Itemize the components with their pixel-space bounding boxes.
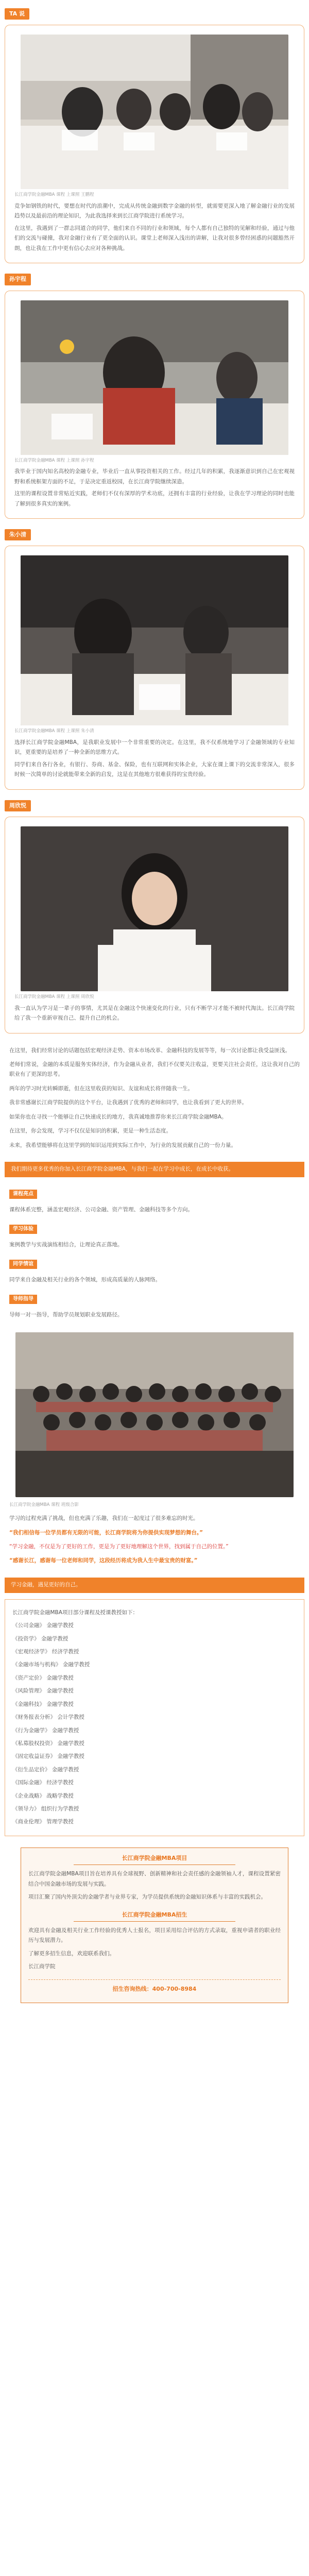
paragraph: 长江商学院金融MBA项目旨在培养具有全球视野、创新精神和社会责任感的金融领袖人才，课程设置紧密结合中国金融市场的发展与实践。	[28, 1871, 281, 1887]
course-list	[5, 1599, 304, 1836]
quote: “我们相信每一位学员都有无限的可能，长江商学院将为你提供实现梦想的舞台。”	[9, 1529, 203, 1536]
paragraph: 案例教学与实战演练相结合，让理论真正落地。	[9, 1242, 123, 1248]
list-item: 《宏观经济学》 经济学教授	[12, 1649, 79, 1655]
list-item: 《行为金融学》 金融学教授	[12, 1727, 79, 1734]
list-item: 《私募股权投资》 金融学教授	[12, 1740, 84, 1747]
paragraph: 选择长江商学院金融MBA，是我职业发展中一个非常重要的决定。在这里，我不仅系统地学习了金融领域的专业知识，更重要的是培养了一种全新的思维方式。	[14, 739, 295, 756]
list-item: 《固定收益证券》 金融学教授	[12, 1753, 84, 1760]
list-item: 《领导力》 组织行为学教授	[12, 1806, 79, 1812]
section-1	[0, 3, 309, 263]
list-item: 《金融科技》 金融学教授	[12, 1701, 74, 1707]
paragraph: 未来，我希望能够将在这里学到的知识运用到实际工作中，为行业的发展贡献自己的一份力量。	[9, 1142, 236, 1148]
classroom-photo	[21, 555, 288, 725]
group-photo	[15, 1332, 294, 1497]
paragraph: 同学来自金融及相关行业的各个领域，形成高质量的人脉网络。	[9, 1277, 161, 1283]
footer-heading: 长江商学院金融MBA招生	[74, 1910, 235, 1922]
paragraph: 了解更多招生信息，欢迎联系我们。	[28, 1950, 115, 1957]
list-item: 《金融市场与机构》 金融学教授	[12, 1662, 90, 1668]
paragraph: 项目汇聚了国内外顶尖的金融学者与业界专家，为学员提供系统的金融知识体系与丰富的实践机会。	[28, 1894, 266, 1901]
paragraph: 如果你也在寻找一个能够让自己快速成长的地方，我真诚地推荐你来长江商学院金融MBA。	[9, 1113, 227, 1120]
paragraph: 竞争如钢铁的时代，要想在时代的浪潮中，完成从传统金融到数字金融的转型，就需要更深入地了解金融行业的发展趋势以及最前沿的理论知识，为此我选择来到长江商学院进行系统学习。	[14, 203, 295, 219]
profile-card	[5, 546, 304, 789]
list-item: 《投资学》 金融学教授	[12, 1635, 68, 1642]
list-intro: 长江商学院金融MBA项目部分课程及授课教授如下：	[12, 1609, 138, 1616]
highlight-list	[0, 1181, 309, 1328]
paragraph: 课程体系完整，涵盖宏观经济、公司金融、资产管理、金融科技等多个方向。	[9, 1207, 193, 1213]
section-3	[0, 524, 309, 790]
paragraph: 学习的过程充满了挑战，但也充满了乐趣，我们在一起度过了很多难忘的时光。	[9, 1515, 199, 1522]
paragraph: 两年的学习时光转瞬即逝，但在这里收获的知识、友谊和成长将伴随我一生。	[9, 1085, 193, 1092]
list-item: 《商业伦理》 管理学教授	[12, 1819, 74, 1825]
photo-caption: 长江商学院金融MBA 课程 上课照 朱小清	[14, 728, 94, 734]
speaker-photo	[21, 826, 288, 991]
list-item: 《企业战略》 战略学教授	[12, 1792, 74, 1799]
paragraph: 在这里，你会发现，学习不仅仅是知识的积累，更是一种生活态度。	[9, 1128, 171, 1134]
list-item: 《财务报表分析》 会计学教授	[12, 1714, 84, 1721]
mini-tag: 同学情谊	[9, 1260, 37, 1269]
paragraph: 在这里，我们经常讨论的话题包括宏观经济走势、资本市场改革、金融科技的发展等等，每一次讨论都让我受益匪浅。	[9, 1047, 290, 1054]
mini-tag: 课程亮点	[9, 1190, 37, 1199]
hotline-link[interactable]: 招生咨询热线：400-700-8984	[28, 1979, 281, 1994]
section-tag: TA 说	[5, 8, 29, 20]
highlight-banner: 学习金融，遇见更好的自己。	[5, 1578, 304, 1593]
list-item: 《国际金融》 经济学教授	[12, 1780, 74, 1786]
list-item: 《公司金融》 金融学教授	[12, 1622, 74, 1629]
quote: “感谢长江，感谢每一位老师和同学，这段经历将成为我人生中最宝贵的财富。”	[9, 1557, 198, 1564]
photo-caption: 长江商学院金融MBA 课程 上课照 周欣悦	[14, 994, 94, 1000]
group-section	[0, 1327, 309, 1573]
section-tag: 周欣悦	[5, 800, 31, 811]
footer-box	[21, 1848, 288, 2003]
highlight-banner: 我们期待更多优秀的你加入长江商学院金融MBA，与我们一起在学习中成长，在成长中收获。	[5, 1162, 304, 1177]
profile-card	[5, 291, 304, 519]
article-body	[0, 1039, 309, 1158]
paragraph: 欢迎具有金融及相关行业工作经验的优秀人士报名，项目采用综合评估的方式录取，重视申请者的职业经历与发展潜力。	[28, 1927, 281, 1944]
section-2	[0, 268, 309, 519]
profile-card	[5, 817, 304, 1033]
quote: “学习金融，不仅是为了更好的工作，更是为了更好地理解这个世界，找到属于自己的位置。”	[9, 1544, 229, 1550]
paragraph: 我非常感谢长江商学院提供的这个平台，让我遇到了优秀的老师和同学，也让我看到了更大的世界。	[9, 1099, 247, 1106]
footer-heading: 长江商学院金融MBA项目	[74, 1853, 235, 1865]
paragraph: 在这里，我遇到了一群志同道合的同学，他们来自不同的行业和领域，每个人都有自己独特的见解和经验，通过与他们的交流与碰撞，我对金融行业有了更全面的认识。课堂上老师深入浅出的讲解，让我对很多曾经困惑的问题豁然开朗，也让我在工作中更有信心去应对各种挑战。	[14, 225, 295, 251]
list-item: 《衍生品定价》 金融学教授	[12, 1766, 79, 1773]
photo-caption: 长江商学院金融MBA 课程 班级合影	[9, 1502, 79, 1508]
list-item: 《资产定价》 金融学教授	[12, 1674, 74, 1681]
section-tag: 朱小清	[5, 529, 31, 540]
paragraph: 我毕业于国内知名高校的金融专业，毕业后一直从事投资相关的工作。经过几年的积累，我逐渐意识到自己在宏观视野和系统框架方面的不足，于是决定重返校园，在长江商学院继续深造。	[14, 468, 295, 485]
contact-label: 长江商学院	[28, 1963, 56, 1970]
paragraph: 导师一对一指导，帮助学员规划职业发展路径。	[9, 1312, 123, 1318]
profile-card	[5, 25, 304, 263]
mini-tag: 导师指导	[9, 1295, 37, 1304]
section-tag: 孙宇程	[5, 274, 31, 285]
classroom-photo	[21, 35, 288, 189]
paragraph: 这里的课程设置非常贴近实践，老师们不仅有深厚的学术功底，还拥有丰富的行业经验，让我在学习理论的同时也能了解到很多真实的案例。	[14, 490, 295, 507]
photo-caption: 长江商学院金融MBA 课程 上课照 孙宇程	[14, 457, 94, 463]
paragraph: 同学们来自各行各业，有银行、券商、基金、保险，也有互联网和实体企业，大家在课上课下的交流非常深入，很多时候一次简单的讨论就能带来全新的启发，这是在其他地方很难获得的宝贵经验。	[14, 761, 295, 778]
paragraph: 老师们常说，金融的本质是服务实体经济，作为金融从业者，我们不仅要关注收益，更要关注社会责任，这让我对自己的职业有了更深的思考。	[9, 1061, 300, 1078]
classroom-photo	[21, 300, 288, 455]
photo-caption: 长江商学院金融MBA 课程 上课照 王鹏程	[14, 192, 94, 198]
mini-tag: 学习体验	[9, 1225, 37, 1234]
section-4	[0, 795, 309, 1033]
paragraph: 我一直认为学习是一辈子的事情，尤其是在金融这个快速变化的行业，只有不断学习才能不被时代淘汰。长江商学院给了我一个重新审视自己、提升自己的机会。	[14, 1005, 295, 1022]
list-item: 《风险管理》 金融学教授	[12, 1688, 74, 1694]
